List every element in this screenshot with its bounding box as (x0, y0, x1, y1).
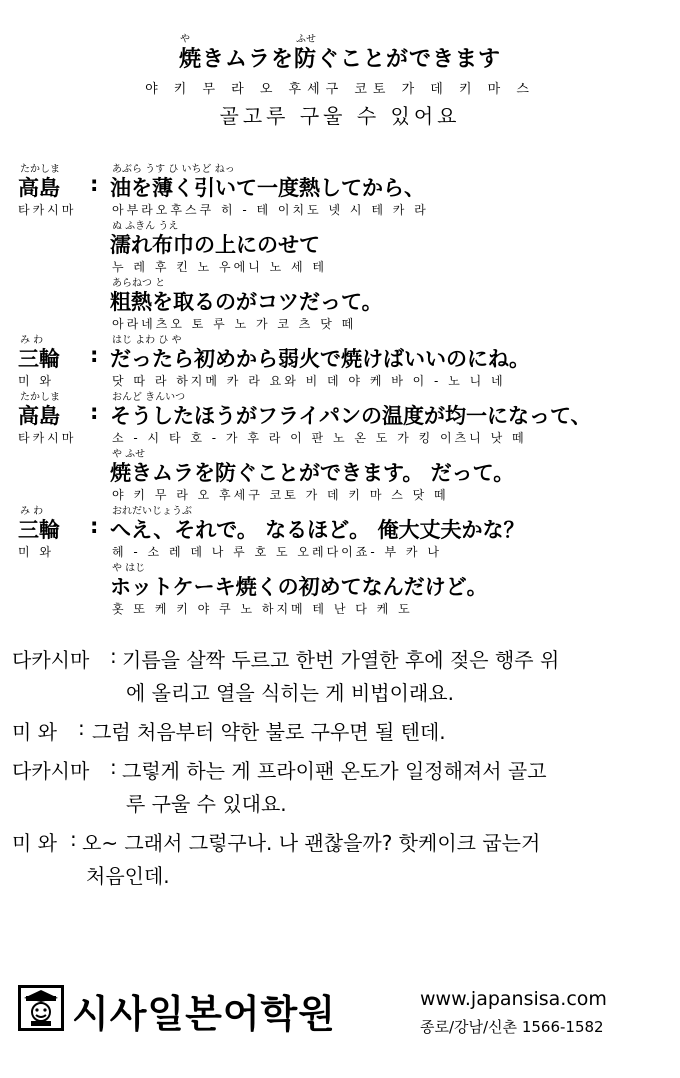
translation-line: 그럼 처음부터 약한 불로 구우면 될 텐데. (92, 720, 446, 744)
line-ruby: や はじ (112, 563, 146, 574)
branch-info: 종로/강남/신촌 1566-1582 (420, 1018, 604, 1036)
japanese-line: ホットケーキ焼くの初めてなんだけど。 (110, 575, 488, 599)
line-reading: 홋 또 케 키 야 쿠 노 하지메 테 난 다 케 도 (112, 602, 413, 616)
speaker-colon: : (90, 172, 99, 196)
speaker-ruby: み わ (20, 335, 44, 346)
line-ruby: ぬ ふきん うえ (112, 221, 179, 232)
japanese-line: 濡れ布巾の上にのせて (110, 233, 320, 257)
line-reading: 아라네츠오 토 루 노 가 코 츠 닷 떼 (112, 317, 357, 331)
japanese-line: 焼きムラを防ぐことができます。 だって。 (110, 461, 515, 485)
line-reading: 헤 - 소 레 데 나 루 호 도 오레다이죠- 부 카 나 (112, 545, 442, 559)
website-link[interactable]: www.japansisa.com (420, 988, 607, 1010)
translation-colon: : (78, 716, 85, 740)
academy-name: 시사일본어학원 (72, 992, 336, 1036)
speaker-reading: 타카시마 (18, 203, 77, 217)
line-reading: 야 키 무 라 오 후세구 코토 가 데 키 마 스 닷 떼 (112, 488, 449, 502)
line-ruby: はじ よわ ひ や (112, 335, 182, 346)
speaker-ruby: たかしま (20, 392, 60, 403)
lesson-title: 焼きムラを防ぐことができます (178, 47, 501, 72)
japanese-line: へえ、それで。 なるほど。 俺大丈夫かな？ (110, 518, 525, 542)
speaker-name: 三輪 (18, 518, 60, 542)
translation-line: 처음인데. (86, 864, 170, 888)
speaker-name: 三輪 (18, 347, 60, 371)
translation-line: 루 구울 수 있대요. (126, 792, 287, 816)
title-ruby: や (180, 34, 190, 45)
academy-logo-icon (18, 985, 64, 1031)
japanese-line: だったら初めから弱火で焼けばいいのにね。 (110, 347, 530, 371)
line-ruby: や ふせ (112, 449, 146, 460)
translation-line: 에 올리고 열을 식히는 게 비법이래요. (126, 681, 454, 705)
line-reading: 소 - 시 타 호 - 가 후 라 이 판 노 온 도 가 킹 이츠니 낫 떼 (112, 431, 527, 445)
line-reading: 누 레 후 킨 노 우에니 노 세 테 (112, 260, 328, 274)
translation-speaker: 다카시마 (12, 759, 90, 783)
title-ruby-2: ふせ (296, 34, 316, 45)
line-ruby: おれだいじょうぶ (112, 506, 192, 517)
translation-line: 오~ 그래서 그렇구나. 나 괜찮을까? 핫케이크 굽는거 (82, 831, 541, 855)
translation-speaker: 미 와 (12, 831, 57, 855)
translation-colon: : (110, 755, 117, 779)
translation-speaker: 다카시마 (12, 648, 90, 672)
translation-colon: : (70, 827, 77, 851)
japanese-line: そうしたほうがフライパンの温度が均一になって、 (110, 404, 592, 428)
speaker-colon: : (90, 514, 99, 538)
lesson-title-reading: 야 키 무 라 오 후세구 코토 가 데 키 마 스 (145, 82, 535, 97)
line-reading: 아부라오후스쿠 히 - 테 이치도 넷 시 테 카 라 (112, 203, 429, 217)
line-ruby: おんど きんいつ (112, 392, 186, 403)
speaker-name: 高島 (18, 176, 60, 200)
translation-line: 기름을 살짝 두르고 한번 가열한 후에 젖은 행주 위 (122, 648, 560, 672)
japanese-line: 油を薄く引いて一度熱してから、 (110, 176, 425, 200)
line-ruby: あらねつ と (112, 278, 166, 289)
speaker-name: 高島 (18, 404, 60, 428)
speaker-colon: : (90, 400, 99, 424)
line-ruby: あぶら うす ひ いちど ねっ (112, 164, 235, 175)
speaker-colon: : (90, 343, 99, 367)
lesson-title-korean: 골고루 구울 수 있어요 (219, 104, 461, 128)
speaker-reading: 타카시마 (18, 431, 77, 445)
speaker-reading: 미 와 (18, 545, 54, 559)
translation-colon: : (110, 644, 117, 668)
speaker-ruby: み わ (20, 506, 44, 517)
translation-line: 그렇게 하는 게 프라이팬 온도가 일정해져서 골고 (122, 759, 547, 783)
japanese-line: 粗熱を取るのがコツだって。 (110, 290, 383, 314)
speaker-reading: 미 와 (18, 374, 54, 388)
line-reading: 닷 따 라 하지메 카 라 요와 비 데 야 케 바 이 - 노 니 네 (112, 374, 506, 388)
speaker-ruby: たかしま (20, 164, 60, 175)
translation-speaker: 미 와 (12, 720, 57, 744)
